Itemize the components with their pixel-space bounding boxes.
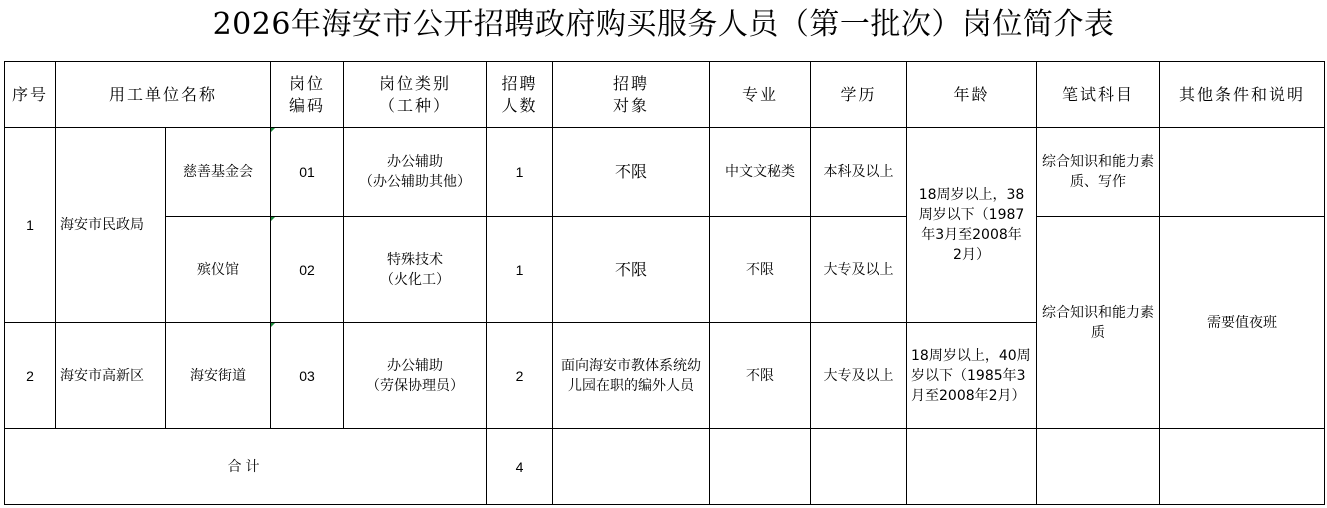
row-education: 本科及以上 bbox=[811, 128, 907, 217]
header-category-line2: （工种） bbox=[379, 95, 452, 115]
row-category-sub: （劳保协理员） bbox=[366, 377, 465, 394]
header-row bbox=[5, 62, 1325, 128]
row-dept: 海安市高新区 bbox=[56, 323, 166, 429]
header-count bbox=[487, 62, 553, 128]
header-code-line2: 编码 bbox=[289, 95, 326, 115]
total-empty-cell bbox=[811, 429, 907, 505]
header-seq: 序号 bbox=[5, 62, 56, 128]
row-target: 不限 bbox=[553, 128, 710, 217]
row-major: 不限 bbox=[710, 217, 811, 323]
header-age: 年龄 bbox=[907, 62, 1037, 128]
row-category-main: 特殊技术 bbox=[387, 251, 444, 268]
row-age: 18周岁以上，38周岁以下（1987年3月至2008年2月） bbox=[907, 128, 1037, 323]
header-target bbox=[553, 62, 710, 128]
header-education: 学历 bbox=[811, 62, 907, 128]
header-category-line1: 岗位类别 bbox=[379, 73, 452, 93]
row-subunit: 海安街道 bbox=[166, 323, 271, 429]
row-subunit: 慈善基金会 bbox=[166, 128, 271, 217]
table-row bbox=[5, 128, 1325, 217]
row-category bbox=[344, 128, 487, 217]
row-target: 不限 bbox=[553, 217, 710, 323]
row-category-sub: （办公辅助其他） bbox=[359, 174, 472, 190]
header-code bbox=[271, 62, 344, 128]
row-category-sub: （火化工） bbox=[380, 271, 451, 288]
row-seq: 1 bbox=[5, 128, 56, 323]
total-row bbox=[5, 429, 1325, 505]
row-target: 面向海安市教体系统幼儿园在职的编外人员 bbox=[553, 323, 710, 429]
row-education: 大专及以上 bbox=[811, 323, 907, 429]
row-education: 大专及以上 bbox=[811, 217, 907, 323]
total-count: 4 bbox=[487, 429, 553, 505]
row-other: 需要值夜班 bbox=[1160, 217, 1325, 429]
table-row bbox=[5, 217, 1325, 323]
row-code: 01 bbox=[271, 128, 344, 217]
row-seq: 2 bbox=[5, 323, 56, 429]
total-label: 合计 bbox=[5, 429, 487, 505]
header-exam: 笔试科目 bbox=[1037, 62, 1160, 128]
header-target-line2: 对象 bbox=[613, 95, 650, 115]
header-count-line2: 人数 bbox=[501, 95, 538, 115]
total-empty-cell bbox=[1037, 429, 1160, 505]
row-count: 1 bbox=[487, 217, 553, 323]
job-table bbox=[4, 61, 1325, 505]
header-target-line1: 招聘 bbox=[613, 73, 650, 93]
row-category bbox=[344, 323, 487, 429]
page-title: 2026年海安市公开招聘政府购买服务人员（第一批次）岗位简介表 bbox=[212, 7, 1115, 42]
header-category bbox=[344, 62, 487, 128]
row-age: 18周岁以上，40周岁以下（1985年3月至2008年2月） bbox=[907, 323, 1037, 429]
total-empty-cell bbox=[553, 429, 710, 505]
row-count: 2 bbox=[487, 323, 553, 429]
row-category-main: 办公辅助 bbox=[387, 357, 444, 374]
header-other: 其他条件和说明 bbox=[1160, 62, 1325, 128]
header-code-line1: 岗位 bbox=[289, 73, 326, 93]
total-empty-cell bbox=[710, 429, 811, 505]
row-category bbox=[344, 217, 487, 323]
row-count: 1 bbox=[487, 128, 553, 217]
header-major: 专业 bbox=[710, 62, 811, 128]
row-code: 02 bbox=[271, 217, 344, 323]
row-category-main: 办公辅助 bbox=[387, 154, 444, 170]
total-empty-cell bbox=[1160, 429, 1325, 505]
total-empty-cell bbox=[907, 429, 1037, 505]
row-major: 不限 bbox=[710, 323, 811, 429]
header-count-line1: 招聘 bbox=[501, 73, 538, 93]
header-unit: 用工单位名称 bbox=[56, 62, 271, 128]
row-code: 03 bbox=[271, 323, 344, 429]
row-exam: 综合知识和能力素质、写作 bbox=[1037, 128, 1160, 217]
row-major: 中文文秘类 bbox=[710, 128, 811, 217]
row-dept: 海安市民政局 bbox=[56, 128, 166, 323]
row-exam: 综合知识和能力素质 bbox=[1037, 217, 1160, 429]
row-other bbox=[1160, 128, 1325, 217]
row-subunit: 殡仪馆 bbox=[166, 217, 271, 323]
